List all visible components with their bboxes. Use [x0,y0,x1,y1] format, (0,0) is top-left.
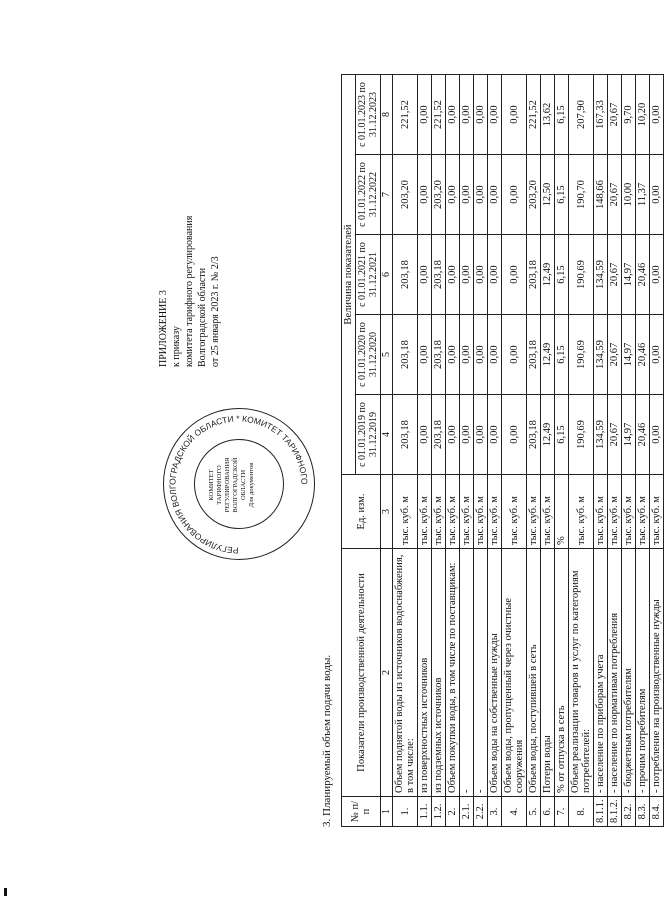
row-value: 221,52 [527,75,541,155]
appendix-region: Волгоградской области [197,267,208,367]
row-value: 0,00 [474,235,488,315]
column-number-row [381,75,393,827]
row-number: 7. [555,797,569,827]
row-number: 1.1. [418,797,432,827]
row-value: 203,18 [432,315,446,395]
appendix-order-ref: к приказу [171,326,182,367]
table-row [502,75,527,827]
row-value: 0,00 [460,75,474,155]
row-number: 8.4. [650,797,664,827]
table-row [418,75,432,827]
row-value: 190,69 [569,395,594,475]
row-value: 0,00 [650,315,664,395]
table-row [622,75,636,827]
row-number: 8.2. [622,797,636,827]
row-unit: тыс. куб. м [418,475,432,549]
row-value: 0,00 [460,395,474,475]
row-number: 6. [541,797,555,827]
row-value: 9,70 [622,75,636,155]
table-row [432,75,446,827]
appendix-date: от 25 января 2023 г. № 2/3 [210,256,221,367]
rotated-content [153,55,662,845]
row-value: 11,37 [636,155,650,235]
row-value: 0,00 [418,315,432,395]
col-header-period: с 01.01.2020 по 31.12.2020 [356,315,381,395]
row-value: 148,66 [594,155,608,235]
col-header-period: с 01.01.2023 по 31.12.2023 [356,75,381,155]
official-stamp [163,408,315,560]
row-value: 0,00 [446,235,460,315]
row-number: 2.2. [474,797,488,827]
row-value: 12,49 [541,395,555,475]
row-value: 0,00 [650,395,664,475]
scan-edge-mark [4,888,7,896]
table-row [446,75,460,827]
row-value: 0,00 [502,155,527,235]
stamp-center-text: КОМИТЕТ ТАРИФНОГО РЕГУЛИРОВАНИЯ ВОЛГОГРАДСКОЙ ОБЛАСТИ Для документов [208,457,255,513]
table-header-row [342,75,356,827]
row-value: 221,52 [432,75,446,155]
row-number: 5. [527,797,541,827]
table-row [474,75,488,827]
row-indicator: из поверхностных источников [418,549,432,797]
row-value: 203,18 [432,235,446,315]
row-value: 0,00 [460,155,474,235]
row-indicator: Объем поднятой воды из источников водоснабжения, в том числе: [393,549,418,797]
column-number: 7 [381,155,393,235]
row-number: 8.1.2. [608,797,622,827]
row-value: 6,15 [555,235,569,315]
table-row [555,75,569,827]
row-value: 203,20 [432,155,446,235]
row-indicator: из подземных источников [432,549,446,797]
row-value: 12,50 [541,155,555,235]
row-indicator: - [460,549,474,797]
appendix-title: ПРИЛОЖЕНИЕ 3 [158,290,169,367]
row-value: 0,00 [418,395,432,475]
stamp-ring-text: РЕГУЛИРОВАНИЯ ВОЛГОГРАДСКОЙ ОБЛАСТИ * КОМИТЕТ ТАРИФНОГО [167,413,310,556]
row-value: 0,00 [418,235,432,315]
table-row [569,75,594,827]
row-value: 0,00 [650,155,664,235]
row-value: 14,97 [622,235,636,315]
row-unit: тыс. куб. м [650,475,664,549]
column-number: 5 [381,315,393,395]
row-indicator: - [474,549,488,797]
row-value: 0,00 [446,75,460,155]
row-value: 203,18 [527,395,541,475]
row-value: 20,46 [636,235,650,315]
col-header-indicator: Показатели производственной деятельности [342,549,381,797]
row-value: 0,00 [446,155,460,235]
row-unit: тыс. куб. м [488,475,502,549]
row-value: 190,70 [569,155,594,235]
row-value: 0,00 [446,395,460,475]
table-row [460,75,474,827]
row-number: 2.1. [460,797,474,827]
row-value: 0,00 [474,155,488,235]
row-number: 1. [393,797,418,827]
row-indicator: Объем воды, поступившей в сеть [527,549,541,797]
row-indicator: Объем воды на собственные нужды [488,549,502,797]
row-value: 203,18 [393,235,418,315]
row-value: 20,67 [608,395,622,475]
col-header-period: с 01.01.2019 по 31.12.2019 [356,395,381,475]
col-header-period: с 01.01.2022 по 31.12.2022 [356,155,381,235]
section-title: 3. Планируемый объем подачи воды. [321,654,333,827]
row-value: 190,69 [569,315,594,395]
row-indicator: - бюджетным потребителям [622,549,636,797]
col-header-period: с 01.01.2021 по 31.12.2021 [356,235,381,315]
row-value: 0,00 [488,155,502,235]
row-value: 20,67 [608,235,622,315]
row-value: 134,59 [594,395,608,475]
row-value: 0,00 [488,75,502,155]
row-value: 203,20 [393,155,418,235]
row-value: 0,00 [488,235,502,315]
row-number: 4. [502,797,527,827]
column-number: 4 [381,395,393,475]
row-number: 3. [488,797,502,827]
row-number: 8.3. [636,797,650,827]
col-header-unit: Ед. изм. [342,475,381,549]
row-unit: тыс. куб. м [474,475,488,549]
table-row [393,75,418,827]
row-number: 8.1.1. [594,797,608,827]
row-indicator: Объем реализации товаров и услуг по категориям потребителей: [569,549,594,797]
row-value: 0,00 [650,235,664,315]
table-row [541,75,555,827]
row-number: 2. [446,797,460,827]
table-row [527,75,541,827]
row-unit: тыс. куб. м [622,475,636,549]
row-value: 0,00 [474,75,488,155]
row-unit: тыс. куб. м [502,475,527,549]
row-value: 0,00 [502,75,527,155]
row-number: 8. [569,797,594,827]
row-unit: тыс. куб. м [393,475,418,549]
row-indicator: - потребление на производственные нужды [650,549,664,797]
row-value: 20,67 [608,315,622,395]
row-value: 10,20 [636,75,650,155]
row-value: 190,69 [569,235,594,315]
row-unit: тыс. куб. м [636,475,650,549]
column-number: 3 [381,475,393,549]
appendix-committee: комитета тарифного регулирования [184,215,195,367]
column-number: 1 [381,797,393,827]
row-value: 0,00 [502,235,527,315]
appendix-header [157,67,222,367]
row-unit: тыс. куб. м [446,475,460,549]
row-unit: тыс. куб. м [541,475,555,549]
row-value: 20,67 [608,155,622,235]
row-value: 6,15 [555,75,569,155]
row-value: 167,33 [594,75,608,155]
col-header-values-group: Величина показателей [342,75,356,475]
row-number: 1.2. [432,797,446,827]
row-value: 12,49 [541,315,555,395]
row-value: 0,00 [446,315,460,395]
row-value: 13,62 [541,75,555,155]
water-supply-table [341,74,664,827]
column-number: 8 [381,75,393,155]
row-value: 0,00 [488,315,502,395]
row-value: 0,00 [418,75,432,155]
row-value: 0,00 [488,395,502,475]
row-value: 221,52 [393,75,418,155]
row-unit: тыс. куб. м [527,475,541,549]
row-value: 203,18 [527,235,541,315]
row-unit: тыс. куб. м [460,475,474,549]
row-indicator: - прочим потребителям [636,549,650,797]
row-value: 203,18 [527,315,541,395]
row-indicator: % от отпуска в сеть [555,549,569,797]
row-indicator: - население по приборам учета [594,549,608,797]
row-value: 6,15 [555,315,569,395]
row-value: 207,90 [569,75,594,155]
row-value: 203,18 [393,315,418,395]
row-value: 0,00 [502,315,527,395]
row-value: 134,59 [594,235,608,315]
row-value: 0,00 [418,155,432,235]
row-value: 203,20 [527,155,541,235]
row-indicator: Потери воды [541,549,555,797]
row-indicator: Объем покупки воды, в том числе по поставщикам: [446,549,460,797]
row-value: 0,00 [650,75,664,155]
row-value: 203,18 [432,395,446,475]
row-value: 203,18 [393,395,418,475]
row-value: 0,00 [474,395,488,475]
row-unit: тыс. куб. м [432,475,446,549]
table-row [488,75,502,827]
row-value: 14,97 [622,315,636,395]
row-value: 12,49 [541,235,555,315]
row-value: 14,97 [622,395,636,475]
row-value: 20,46 [636,395,650,475]
table-row [608,75,622,827]
row-value: 20,67 [608,75,622,155]
row-value: 0,00 [460,235,474,315]
row-value: 0,00 [502,395,527,475]
row-value: 10,00 [622,155,636,235]
table-row [650,75,664,827]
row-unit: тыс. куб. м [569,475,594,549]
column-number: 2 [381,549,393,797]
row-value: 134,59 [594,315,608,395]
row-unit: % [555,475,569,549]
row-unit: тыс. куб. м [608,475,622,549]
row-value: 6,15 [555,155,569,235]
row-value: 0,00 [460,315,474,395]
table-row [594,75,608,827]
table-body [393,75,664,827]
row-indicator: - население по нормативам потребления [608,549,622,797]
column-number: 6 [381,235,393,315]
col-header-num: № п/п [342,797,381,827]
row-unit: тыс. куб. м [594,475,608,549]
row-value: 20,46 [636,315,650,395]
row-value: 0,00 [474,315,488,395]
row-value: 6,15 [555,395,569,475]
table-row [636,75,650,827]
row-indicator: Объем воды, пропущенный через очистные сооружения [502,549,527,797]
